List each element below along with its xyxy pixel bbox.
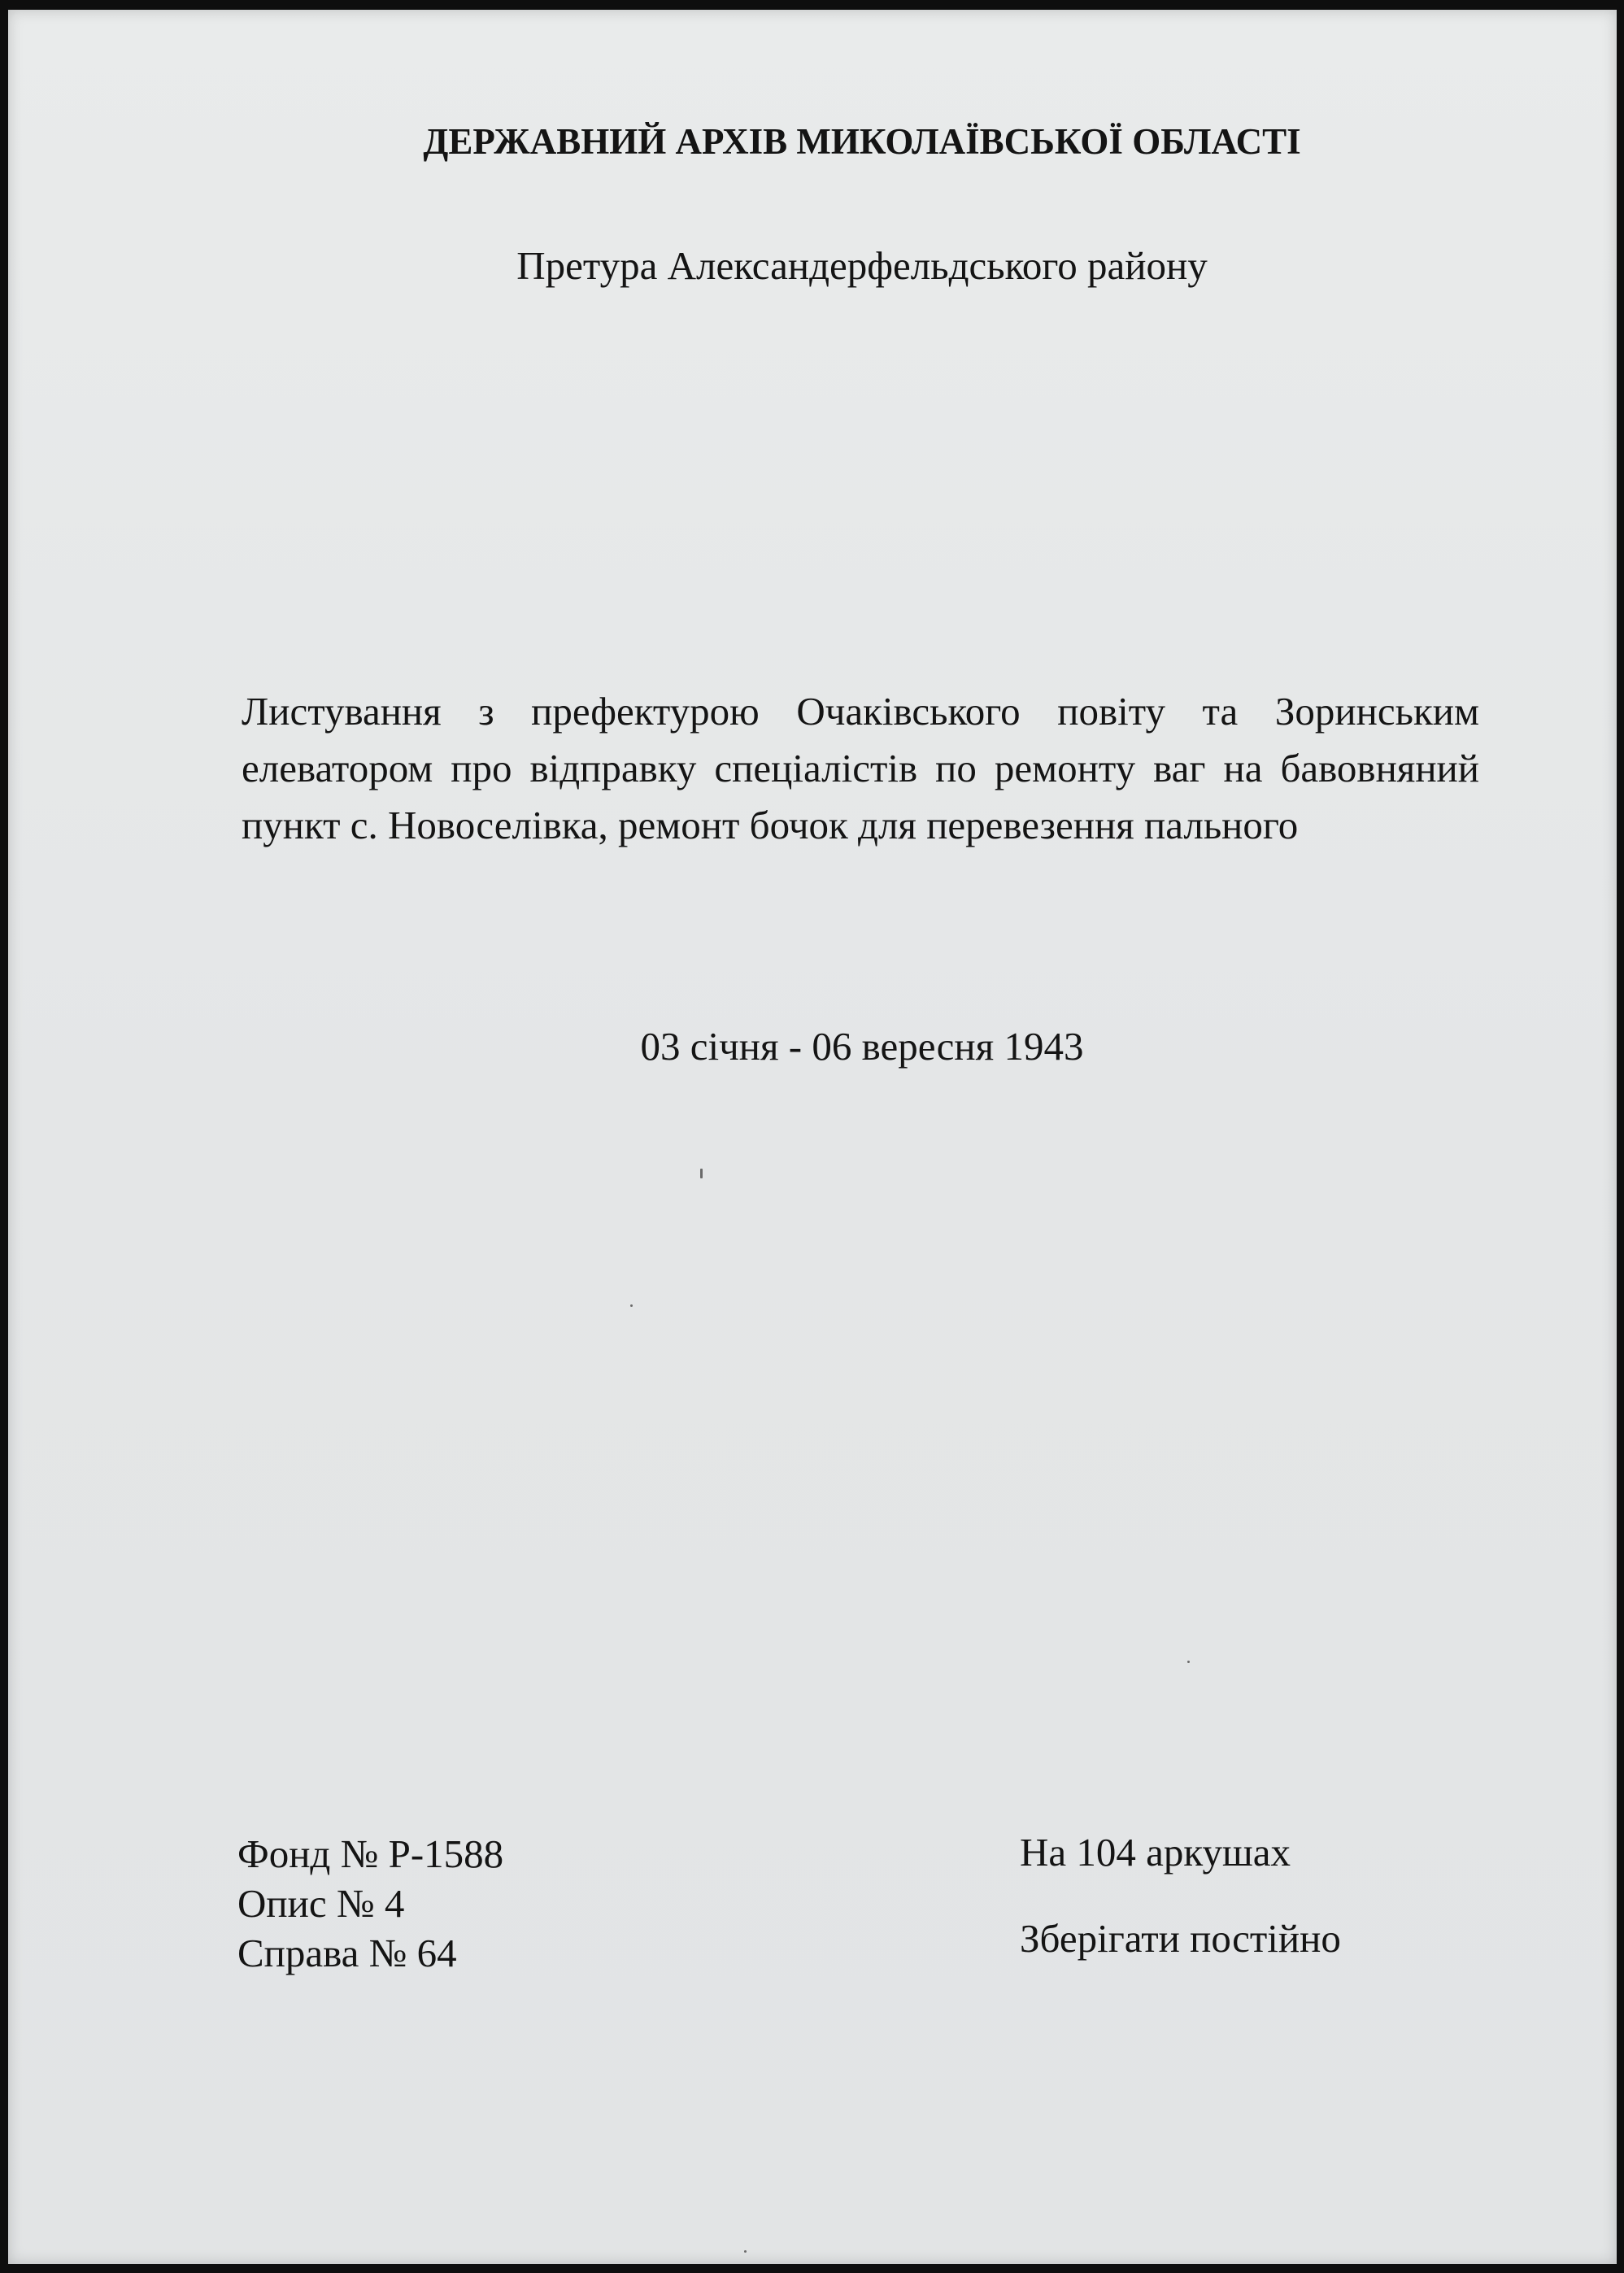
archive-references bbox=[237, 1829, 503, 1978]
fond-number: Фонд № Р-1588 bbox=[237, 1831, 504, 1876]
case-dates: 03 січня - 06 вересня 1943 bbox=[640, 1024, 1084, 1069]
sprava-number: Справа № 64 bbox=[237, 1931, 457, 1975]
document-page bbox=[8, 10, 1617, 2264]
sheet-count: На 104 аркушах bbox=[1020, 1830, 1291, 1875]
institution-name: Претура Александерфельдського району bbox=[516, 243, 1208, 288]
storage-term: Зберігати постійно bbox=[1020, 1916, 1341, 1961]
paper-speck bbox=[700, 1169, 703, 1178]
opys-number: Опис № 4 bbox=[237, 1881, 405, 1926]
paper-speck bbox=[744, 2250, 747, 2253]
archive-name-heading: ДЕРЖАВНИЙ АРХІВ МИКОЛАЇВСЬКОЇ ОБЛАСТІ bbox=[423, 121, 1301, 162]
case-title: Листування з префектурою Очаківського повіту та Зоринським елеватором про відправку спеціалістів по ремонту ваг на бавовняний пункт с. Новоселівка, ремонт бочок для перевезення пального bbox=[242, 689, 1479, 847]
paper-speck bbox=[1187, 1661, 1190, 1663]
paper-speck bbox=[630, 1304, 633, 1307]
